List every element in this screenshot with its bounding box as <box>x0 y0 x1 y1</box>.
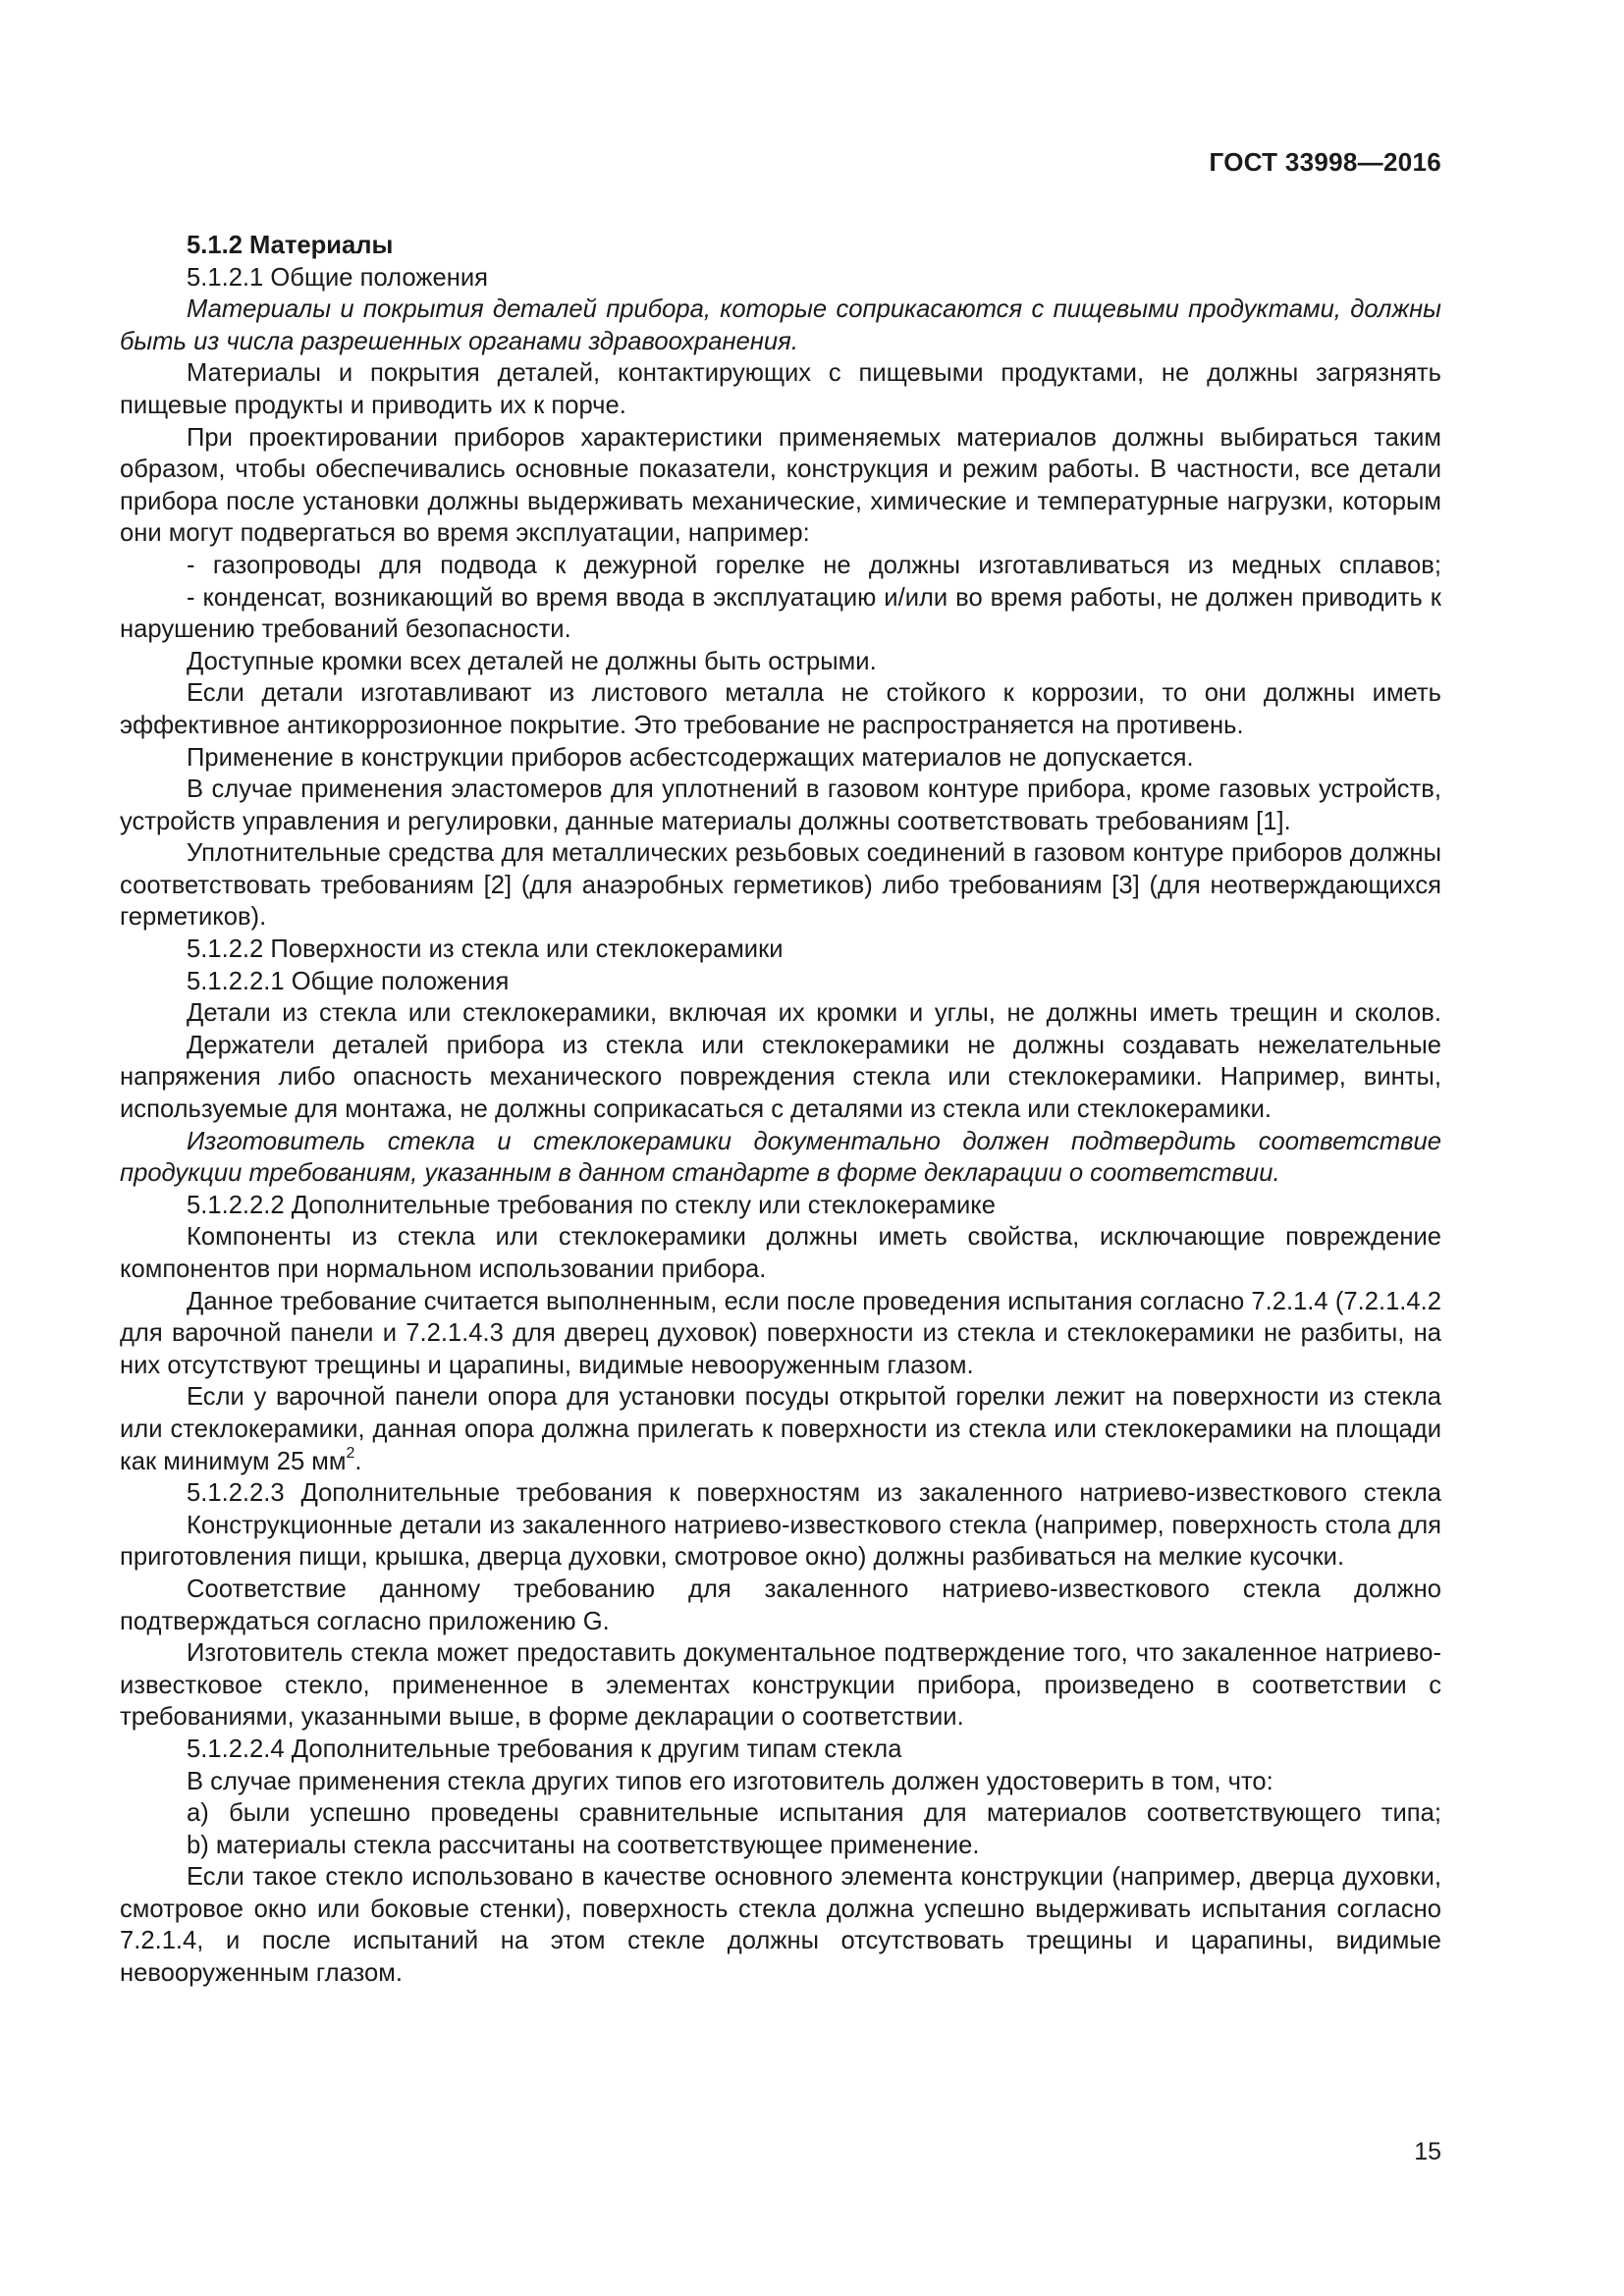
subsection-heading-5-1-2-2-3: 5.1.2.2.3 Дополнительные требования к поверхностям из закаленного натриево-известкового стекла <box>187 1479 1441 1508</box>
subsection-heading-5-1-2-2-4: 5.1.2.2.4 Дополнительные требования к другим типам стекла <box>187 1735 902 1763</box>
paragraph: В случае применения эластомеров для уплотнений в газовом контуре прибора, кроме газовых устройств, устройств управления и регулировки, данные материалы должны соответствовать требованиям [1]. <box>120 775 1441 835</box>
paragraph: При проектировании приборов характеристики применяемых материалов должны выбираться таким образом, чтобы обеспечивались основные показатели, конструкция и режим работы. В частности, все детали прибора после установки должны выдерживать механические, химические и температурные нагрузки, которым они могут подвергаться во время эксплуатации, например: <box>120 423 1441 548</box>
paragraph: Если такое стекло использовано в качестве основного элемента конструкции (например, дверца духовки, смотровое окно или боковые стенки), поверхность стекла должна успешно выдерживать испытания согласно 7.2.1.4, и после испытаний на этом стекле должны отсутствовать трещины и царапины, видимые невооруженным глазом. <box>120 1863 1441 1988</box>
paragraph: Материалы и покрытия деталей, контактирующих с пищевыми продуктами, не должны загрязнять пищевые продукты и приводить их к порче. <box>120 359 1441 419</box>
paragraph-with-superscript <box>120 1381 1441 1477</box>
paragraph-italic: Изготовитель стекла и стеклокерамики документально должен подтвердить соответствие продукции требованиям, указанным в данном стандарте в форме декларации о соответствии. <box>120 1127 1441 1188</box>
paragraph: Если детали изготавливают из листового металла не стойкого к коррозии, то они должны иметь эффективное антикоррозионное покрытие. Это требование не распространяется на противень. <box>120 679 1441 739</box>
subsection-heading-5-1-2-2-1: 5.1.2.2.1 Общие положения <box>187 967 510 995</box>
paragraph: Данное требование считается выполненным, если после проведения испытания согласно 7.2.1.4 (7.2.1.4.2 для варочной панели и 7.2.1.4.3 для дверец духовок) поверхности из стекла и стеклокерамики не разбиты, на них отсутствуют трещины и царапины, видимые невооруженным глазом. <box>120 1287 1441 1379</box>
paragraph-italic: Материалы и покрытия деталей прибора, которые соприкасаются с пищевыми продуктами, должны быть из числа разрешенных органами здравоохранения. <box>120 295 1441 355</box>
paragraph: Компоненты из стекла или стеклокерамики должны иметь свойства, исключающие повреждение компонентов при нормальном использовании прибора. <box>120 1223 1441 1283</box>
standard-designation: ГОСТ 33998—2016 <box>1209 147 1441 177</box>
paragraph: Доступные кромки всех деталей не должны быть острыми. <box>187 647 877 675</box>
list-item: a) были успешно проведены сравнительные испытания для материалов соответствующего типа; <box>187 1799 1441 1828</box>
paragraph: Детали из стекла или стеклокерамики, включая их кромки и углы, не должны иметь трещин и сколов. <box>187 999 1441 1028</box>
page-number: 15 <box>1414 2138 1441 2165</box>
paragraph-tail: . <box>354 1447 362 1475</box>
subsection-heading-5-1-2-1: 5.1.2.1 Общие положения <box>187 263 488 292</box>
paragraph: Уплотнительные средства для металлических резьбовых соединений в газовом контуре приборов должны соответствовать требованиям [2] (для анаэробных герметиков) либо требованиям [3] (для неотверждающихся герметиков). <box>120 839 1441 932</box>
list-item: - газопроводы для подвода к дежурной горелке не должны изготавливаться из медных сплавов; <box>187 551 1441 579</box>
section-heading-5-1-2: 5.1.2 Материалы <box>187 232 394 259</box>
paragraph-text: Если у варочной панели опора для установки посуды открытой горелки лежит на поверхности из стекла или стеклокерамики, данная опора должна прилегать к поверхности из стекла или стеклокерамики на площади как минимум 25 мм <box>120 1383 1441 1475</box>
document-body <box>120 230 1441 1990</box>
subsection-heading-5-1-2-2-2: 5.1.2.2.2 Дополнительные требования по стеклу или стеклокерамике <box>187 1191 997 1219</box>
paragraph: Держатели деталей прибора из стекла или стеклокерамики не должны создавать нежелательные напряжения либо опасность механического повреждения стекла или стеклокерамики. Например, винты, используемые для монтажа, не должны соприкасаться с деталями из стекла или стеклокерамики. <box>120 1031 1441 1124</box>
paragraph: Конструкционные детали из закаленного натриево-известкового стекла (например, поверхность стола для приготовления пищи, крышка, дверца духовки, смотровое окно) должны разбиваться на мелкие кусочки. <box>120 1511 1441 1572</box>
paragraph: Изготовитель стекла может предоставить документальное подтверждение того, что закаленное натриево-известковое стекло, примененное в элементах конструкции прибора, произведено в соответствии с требованиями, указанными выше, в форме декларации о соответствии. <box>120 1639 1441 1732</box>
subsection-heading-5-1-2-2: 5.1.2.2 Поверхности из стекла или стеклокерамики <box>187 935 784 964</box>
paragraph: Соответствие данному требованию для закаленного натриево-известкового стекла должно подтверждаться согласно приложению G. <box>120 1575 1441 1635</box>
paragraph: Применение в конструкции приборов асбестсодержащих материалов не допускается. <box>187 743 1194 772</box>
superscript: 2 <box>346 1445 355 1463</box>
paragraph: В случае применения стекла других типов его изготовитель должен удостоверить в том, что: <box>187 1767 1273 1795</box>
list-item: - конденсат, возникающий во время ввода в эксплуатацию и/или во время работы, не должен приводить к нарушению требований безопасности. <box>120 583 1441 644</box>
list-item: b) материалы стекла рассчитаны на соответствующее применение. <box>187 1831 980 1859</box>
